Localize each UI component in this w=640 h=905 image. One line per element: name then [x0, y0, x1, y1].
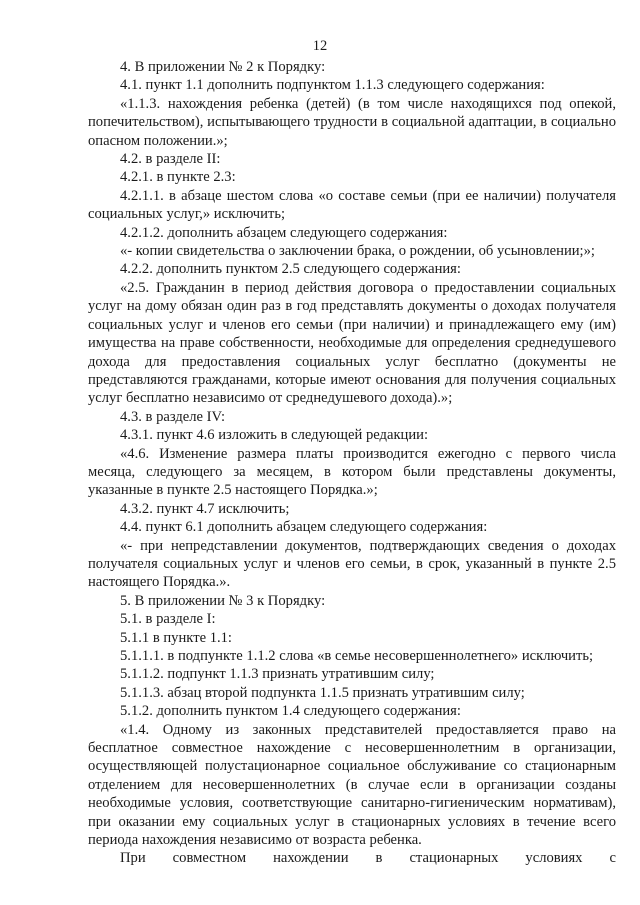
paragraph: 5. В приложении № 3 к Порядку:	[120, 592, 326, 609]
paragraph: 4.2.1.2. дополнить абзацем следующего содержания:	[120, 224, 448, 241]
paragraph: 4.2.1.1. в абзаце шестом слова «о составе семьи (при ее наличии) получателя социальных услуг,» исключить;	[88, 187, 616, 223]
paragraph: 4.2.2. дополнить пунктом 2.5 следующего содержания:	[120, 261, 461, 278]
paragraph: «2.5. Гражданин в период действия договора о предоставлении социальных услуг на дому обязан один раз в год представлять документы о доходах получателя социальных услуг и членов его семьи (при наличии) и принадлежащего ему (им) имущества на праве собственности, необходимые для определения среднедушевого дохода для предоставления социальных услуг бесплатно (документы не представляются гражданами, которые имеют основания для получения социальных услуг бесплатно независимо от среднедушевого дохода).»;	[88, 279, 616, 407]
page-number: 12	[312, 38, 328, 54]
paragraph: «- при непредставлении документов, подтверждающих сведения о доходах получателя социальных услуг и членов его семьи, в срок, указанный в пункте 2.5 настоящего Порядка.».	[88, 537, 616, 591]
paragraph: 4.3.2. пункт 4.7 исключить;	[120, 500, 290, 517]
paragraph: «1.1.3. нахождения ребенка (детей) (в том числе находящихся под опекой, попечительством), испытывающего трудности в социальной адаптации, в социально опасном положении.»;	[88, 95, 616, 149]
paragraph: 5.1.1.1. в подпункте 1.1.2 слова «в семье несовершеннолетнего» исключить;	[120, 648, 594, 664]
paragraph: 4.1. пункт 1.1 дополнить подпунктом 1.1.3 следующего содержания:	[120, 77, 545, 94]
paragraph: 5.1.1 в пункте 1.1:	[120, 629, 232, 646]
paragraph: При совместном нахождении в стационарных условиях с	[120, 850, 616, 867]
paragraph: 4.3.1. пункт 4.6 изложить в следующей редакции:	[120, 427, 429, 444]
paragraph: «1.4. Одному из законных представителей предоставляется право на бесплатное совместное нахождение с несовершеннолетним в организации, осуществляющей полустационарное социальное обслуживание со стационарным отделением для несовершеннолетних (в случае если в организации созданы необходимые условия, соответствующие санитарно-гигиеническим нормативам), при оказании ему социальных услуг в стационарных условиях в течение всего периода нахождения независимо от возраста ребенка.	[88, 721, 616, 849]
paragraph: 4. В приложении № 2 к Порядку:	[120, 59, 326, 75]
paragraph: 4.3. в разделе IV:	[120, 408, 226, 425]
paragraph: 5.1. в разделе I:	[120, 611, 216, 628]
paragraph: «- копии свидетельства о заключении брака, о рождении, об усыновлении;»;	[120, 243, 595, 260]
paragraph: 4.2.1. в пункте 2.3:	[120, 169, 236, 186]
paragraph: 5.1.1.3. абзац второй подпункта 1.1.5 признать утратившим силу;	[120, 684, 525, 701]
paragraph: 5.1.1.2. подпункт 1.1.3 признать утратившим силу;	[120, 666, 435, 683]
document-body	[88, 58, 616, 868]
paragraph: 5.1.2. дополнить пунктом 1.4 следующего содержания:	[120, 703, 461, 720]
paragraph: 4.4. пункт 6.1 дополнить абзацем следующего содержания:	[120, 519, 488, 536]
paragraph: «4.6. Изменение размера платы производится ежегодно с первого числа месяца, следующего за месяцем, в котором были представлены документы, указанные в пункте 2.5 настоящего Порядка.»;	[88, 445, 616, 499]
paragraph: 4.2. в разделе II:	[120, 151, 221, 168]
